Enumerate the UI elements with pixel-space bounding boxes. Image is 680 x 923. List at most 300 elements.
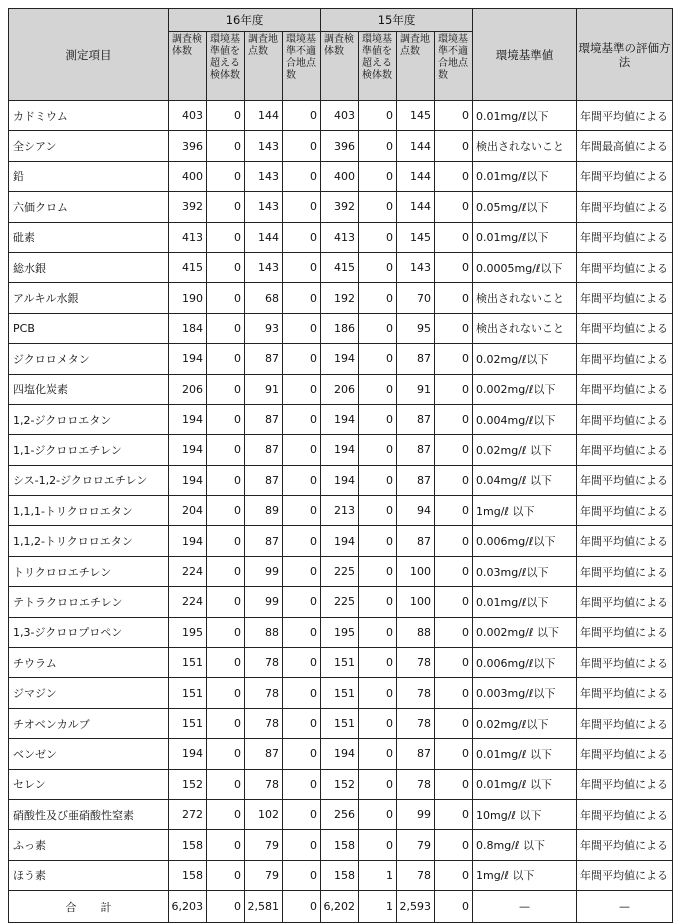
row-item-name: 四塩化炭素 xyxy=(9,374,169,404)
row-15-exceed: 0 xyxy=(359,374,397,404)
row-16-points: 91 xyxy=(245,374,283,404)
row-16-points: 79 xyxy=(245,860,283,890)
total-16-exceed: 0 xyxy=(207,891,245,923)
row-16-points: 102 xyxy=(245,799,283,829)
row-evaluation: 年間平均値による xyxy=(577,252,673,282)
row-evaluation: 年間最高値による xyxy=(577,131,673,161)
row-16-samples: 151 xyxy=(169,708,207,738)
row-15-samples: 192 xyxy=(321,283,359,313)
row-15-noncompliant: 0 xyxy=(435,708,473,738)
row-15-noncompliant: 0 xyxy=(435,769,473,799)
row-standard: 0.02mg/ℓ以下 xyxy=(473,708,577,738)
row-standard: 0.006mg/ℓ以下 xyxy=(473,648,577,678)
row-15-points: 144 xyxy=(397,131,435,161)
row-item-name: ベンゼン xyxy=(9,739,169,769)
row-16-points: 87 xyxy=(245,435,283,465)
row-standard: 0.02mg/ℓ以下 xyxy=(473,344,577,374)
row-evaluation: 年間平均値による xyxy=(577,344,673,374)
table-row xyxy=(9,465,673,495)
row-16-noncompliant: 0 xyxy=(283,131,321,161)
row-item-name: テトラクロロエチレン xyxy=(9,587,169,617)
row-16-points: 78 xyxy=(245,769,283,799)
header-standard: 環境基準値 xyxy=(473,9,577,101)
table-row xyxy=(9,131,673,161)
row-16-samples: 194 xyxy=(169,526,207,556)
row-16-points: 143 xyxy=(245,161,283,191)
row-item-name: チウラム xyxy=(9,648,169,678)
row-standard: 検出されないこと xyxy=(473,131,577,161)
row-16-points: 89 xyxy=(245,496,283,526)
row-standard: 検出されないこと xyxy=(473,313,577,343)
row-15-points: 100 xyxy=(397,587,435,617)
row-15-exceed: 0 xyxy=(359,161,397,191)
row-evaluation: 年間平均値による xyxy=(577,708,673,738)
row-16-points: 143 xyxy=(245,192,283,222)
row-16-samples: 190 xyxy=(169,283,207,313)
row-15-exceed: 0 xyxy=(359,313,397,343)
row-16-samples: 204 xyxy=(169,496,207,526)
row-standard: 0.01mg/ℓ以下 xyxy=(473,222,577,252)
row-15-points: 145 xyxy=(397,222,435,252)
row-15-points: 87 xyxy=(397,465,435,495)
header-16-samples: 調査検体数 xyxy=(169,32,207,101)
row-16-samples: 151 xyxy=(169,648,207,678)
row-item-name: 砒素 xyxy=(9,222,169,252)
row-16-samples: 400 xyxy=(169,161,207,191)
row-16-points: 87 xyxy=(245,526,283,556)
row-15-samples: 194 xyxy=(321,465,359,495)
row-15-exceed: 0 xyxy=(359,404,397,434)
row-15-samples: 206 xyxy=(321,374,359,404)
row-16-noncompliant: 0 xyxy=(283,830,321,860)
row-15-samples: 158 xyxy=(321,830,359,860)
row-15-noncompliant: 0 xyxy=(435,830,473,860)
water-quality-table xyxy=(8,8,673,923)
row-item-name: 1,1,1-トリクロロエタン xyxy=(9,496,169,526)
row-16-samples: 206 xyxy=(169,374,207,404)
row-15-samples: 194 xyxy=(321,435,359,465)
row-16-exceed: 0 xyxy=(207,556,245,586)
row-standard: 0.05mg/ℓ以下 xyxy=(473,192,577,222)
row-16-samples: 392 xyxy=(169,192,207,222)
row-evaluation: 年間平均値による xyxy=(577,222,673,252)
row-standard: 0.04mg/ℓ 以下 xyxy=(473,465,577,495)
row-16-noncompliant: 0 xyxy=(283,496,321,526)
table-row xyxy=(9,496,673,526)
row-evaluation: 年間平均値による xyxy=(577,769,673,799)
row-evaluation: 年間平均値による xyxy=(577,465,673,495)
row-15-samples: 392 xyxy=(321,192,359,222)
table-row xyxy=(9,860,673,890)
row-16-points: 87 xyxy=(245,344,283,374)
row-standard: 1mg/ℓ 以下 xyxy=(473,496,577,526)
row-15-noncompliant: 0 xyxy=(435,678,473,708)
table-row xyxy=(9,252,673,282)
row-16-noncompliant: 0 xyxy=(283,161,321,191)
row-15-points: 70 xyxy=(397,283,435,313)
row-evaluation: 年間平均値による xyxy=(577,313,673,343)
row-16-exceed: 0 xyxy=(207,708,245,738)
table-row xyxy=(9,648,673,678)
row-15-points: 87 xyxy=(397,526,435,556)
row-16-noncompliant: 0 xyxy=(283,404,321,434)
row-standard: 0.006mg/ℓ以下 xyxy=(473,526,577,556)
table-container xyxy=(8,8,673,923)
table-row xyxy=(9,678,673,708)
row-item-name: ふっ素 xyxy=(9,830,169,860)
row-16-exceed: 0 xyxy=(207,769,245,799)
row-evaluation: 年間平均値による xyxy=(577,283,673,313)
row-16-samples: 194 xyxy=(169,404,207,434)
row-15-samples: 151 xyxy=(321,678,359,708)
table-body xyxy=(9,101,673,891)
table-row xyxy=(9,830,673,860)
row-15-samples: 225 xyxy=(321,587,359,617)
row-15-noncompliant: 0 xyxy=(435,587,473,617)
row-16-samples: 194 xyxy=(169,739,207,769)
total-row xyxy=(9,891,673,923)
row-evaluation: 年間平均値による xyxy=(577,860,673,890)
row-16-noncompliant: 0 xyxy=(283,678,321,708)
table-row xyxy=(9,708,673,738)
row-15-noncompliant: 0 xyxy=(435,496,473,526)
row-15-points: 87 xyxy=(397,404,435,434)
row-15-samples: 400 xyxy=(321,161,359,191)
row-16-exceed: 0 xyxy=(207,739,245,769)
row-15-exceed: 0 xyxy=(359,101,397,131)
row-15-samples: 403 xyxy=(321,101,359,131)
row-evaluation: 年間平均値による xyxy=(577,526,673,556)
row-16-samples: 403 xyxy=(169,101,207,131)
row-15-exceed: 0 xyxy=(359,344,397,374)
row-15-samples: 225 xyxy=(321,556,359,586)
row-16-exceed: 0 xyxy=(207,678,245,708)
row-16-samples: 194 xyxy=(169,465,207,495)
row-15-samples: 396 xyxy=(321,131,359,161)
row-15-noncompliant: 0 xyxy=(435,799,473,829)
row-16-noncompliant: 0 xyxy=(283,708,321,738)
row-16-exceed: 0 xyxy=(207,799,245,829)
row-15-noncompliant: 0 xyxy=(435,283,473,313)
row-15-samples: 151 xyxy=(321,648,359,678)
row-15-samples: 415 xyxy=(321,252,359,282)
row-16-noncompliant: 0 xyxy=(283,587,321,617)
row-16-samples: 415 xyxy=(169,252,207,282)
row-15-exceed: 0 xyxy=(359,222,397,252)
row-item-name: ジクロロメタン xyxy=(9,344,169,374)
table-row xyxy=(9,283,673,313)
row-15-samples: 213 xyxy=(321,496,359,526)
row-16-exceed: 0 xyxy=(207,526,245,556)
row-15-noncompliant: 0 xyxy=(435,101,473,131)
row-15-exceed: 0 xyxy=(359,708,397,738)
row-16-samples: 152 xyxy=(169,769,207,799)
row-15-exceed: 0 xyxy=(359,192,397,222)
header-15-points: 調査地点数 xyxy=(397,32,435,101)
row-evaluation: 年間平均値による xyxy=(577,830,673,860)
total-15-samples: 6,202 xyxy=(321,891,359,923)
row-15-points: 78 xyxy=(397,769,435,799)
row-16-exceed: 0 xyxy=(207,131,245,161)
row-item-name: カドミウム xyxy=(9,101,169,131)
row-15-noncompliant: 0 xyxy=(435,313,473,343)
row-16-noncompliant: 0 xyxy=(283,769,321,799)
row-15-exceed: 0 xyxy=(359,739,397,769)
row-15-noncompliant: 0 xyxy=(435,374,473,404)
row-item-name: 硝酸性及び亜硝酸性窒素 xyxy=(9,799,169,829)
row-15-noncompliant: 0 xyxy=(435,465,473,495)
row-15-samples: 152 xyxy=(321,769,359,799)
row-15-points: 143 xyxy=(397,252,435,282)
total-15-noncompliant: 0 xyxy=(435,891,473,923)
row-15-points: 78 xyxy=(397,678,435,708)
row-15-points: 144 xyxy=(397,161,435,191)
row-15-points: 94 xyxy=(397,496,435,526)
row-15-points: 78 xyxy=(397,860,435,890)
row-15-samples: 194 xyxy=(321,404,359,434)
row-16-samples: 224 xyxy=(169,556,207,586)
row-evaluation: 年間平均値による xyxy=(577,739,673,769)
row-16-noncompliant: 0 xyxy=(283,435,321,465)
table-row xyxy=(9,556,673,586)
row-15-points: 144 xyxy=(397,192,435,222)
header-year16: 16年度 xyxy=(169,9,321,32)
row-evaluation: 年間平均値による xyxy=(577,678,673,708)
row-16-points: 144 xyxy=(245,101,283,131)
row-16-noncompliant: 0 xyxy=(283,860,321,890)
row-item-name: PCB xyxy=(9,313,169,343)
row-15-noncompliant: 0 xyxy=(435,222,473,252)
row-item-name: シス-1,2-ジクロロエチレン xyxy=(9,465,169,495)
row-standard: 1mg/ℓ 以下 xyxy=(473,860,577,890)
row-15-noncompliant: 0 xyxy=(435,648,473,678)
table-row xyxy=(9,374,673,404)
row-15-exceed: 0 xyxy=(359,678,397,708)
row-item-name: 総水銀 xyxy=(9,252,169,282)
row-evaluation: 年間平均値による xyxy=(577,496,673,526)
row-16-exceed: 0 xyxy=(207,192,245,222)
header-year15: 15年度 xyxy=(321,9,473,32)
row-16-points: 68 xyxy=(245,283,283,313)
row-item-name: 1,1-ジクロロエチレン xyxy=(9,435,169,465)
total-16-samples: 6,203 xyxy=(169,891,207,923)
table-row xyxy=(9,161,673,191)
row-standard: 0.8mg/ℓ 以下 xyxy=(473,830,577,860)
row-16-exceed: 0 xyxy=(207,161,245,191)
row-15-noncompliant: 0 xyxy=(435,739,473,769)
row-16-points: 78 xyxy=(245,708,283,738)
row-16-exceed: 0 xyxy=(207,313,245,343)
row-16-samples: 151 xyxy=(169,678,207,708)
total-15-exceed: 1 xyxy=(359,891,397,923)
row-15-noncompliant: 0 xyxy=(435,252,473,282)
table-row xyxy=(9,313,673,343)
row-16-exceed: 0 xyxy=(207,496,245,526)
row-16-exceed: 0 xyxy=(207,860,245,890)
row-evaluation: 年間平均値による xyxy=(577,101,673,131)
row-item-name: 六価クロム xyxy=(9,192,169,222)
header-16-points: 調査地点数 xyxy=(245,32,283,101)
row-15-exceed: 0 xyxy=(359,648,397,678)
row-15-noncompliant: 0 xyxy=(435,404,473,434)
table-row xyxy=(9,344,673,374)
row-standard: 0.01mg/ℓ 以下 xyxy=(473,739,577,769)
row-15-exceed: 0 xyxy=(359,283,397,313)
row-16-points: 99 xyxy=(245,587,283,617)
row-standard: 0.01mg/ℓ以下 xyxy=(473,161,577,191)
row-standard: 0.01mg/ℓ 以下 xyxy=(473,769,577,799)
row-evaluation: 年間平均値による xyxy=(577,556,673,586)
row-15-samples: 158 xyxy=(321,860,359,890)
row-15-noncompliant: 0 xyxy=(435,556,473,586)
row-standard: 0.03mg/ℓ以下 xyxy=(473,556,577,586)
row-16-points: 93 xyxy=(245,313,283,343)
row-standard: 0.02mg/ℓ 以下 xyxy=(473,435,577,465)
row-15-points: 78 xyxy=(397,648,435,678)
row-15-samples: 194 xyxy=(321,739,359,769)
row-standard: 0.0005mg/ℓ以下 xyxy=(473,252,577,282)
table-row xyxy=(9,587,673,617)
row-item-name: 1,3-ジクロロプロペン xyxy=(9,617,169,647)
total-16-noncompliant: 0 xyxy=(283,891,321,923)
row-15-exceed: 0 xyxy=(359,131,397,161)
row-16-noncompliant: 0 xyxy=(283,556,321,586)
row-15-exceed: 0 xyxy=(359,465,397,495)
table-row xyxy=(9,739,673,769)
table-row xyxy=(9,769,673,799)
row-16-noncompliant: 0 xyxy=(283,252,321,282)
header-15-samples: 調査検体数 xyxy=(321,32,359,101)
row-16-samples: 396 xyxy=(169,131,207,161)
row-15-samples: 195 xyxy=(321,617,359,647)
row-15-points: 87 xyxy=(397,435,435,465)
table-row xyxy=(9,526,673,556)
row-16-samples: 413 xyxy=(169,222,207,252)
header-evaluation: 環境基準の評価方法 xyxy=(577,9,673,101)
row-item-name: セレン xyxy=(9,769,169,799)
header-item: 測定項目 xyxy=(9,9,169,101)
table-row xyxy=(9,617,673,647)
row-standard: 0.003mg/ℓ以下 xyxy=(473,678,577,708)
total-label: 合計 xyxy=(9,891,169,923)
row-16-points: 78 xyxy=(245,648,283,678)
row-16-points: 144 xyxy=(245,222,283,252)
total-standard: — xyxy=(473,891,577,923)
row-15-noncompliant: 0 xyxy=(435,344,473,374)
row-16-exceed: 0 xyxy=(207,465,245,495)
row-16-noncompliant: 0 xyxy=(283,465,321,495)
row-16-points: 78 xyxy=(245,678,283,708)
row-standard: 0.01mg/ℓ以下 xyxy=(473,101,577,131)
row-15-noncompliant: 0 xyxy=(435,617,473,647)
row-16-noncompliant: 0 xyxy=(283,526,321,556)
row-16-points: 143 xyxy=(245,252,283,282)
row-item-name: アルキル水銀 xyxy=(9,283,169,313)
header-16-noncompliant: 環境基準不適合地点数 xyxy=(283,32,321,101)
header-15-exceed: 環境基準値を超える検体数 xyxy=(359,32,397,101)
row-15-exceed: 0 xyxy=(359,587,397,617)
row-15-exceed: 1 xyxy=(359,860,397,890)
row-16-exceed: 0 xyxy=(207,404,245,434)
total-15-points: 2,593 xyxy=(397,891,435,923)
row-item-name: トリクロロエチレン xyxy=(9,556,169,586)
row-15-points: 78 xyxy=(397,708,435,738)
row-16-samples: 158 xyxy=(169,830,207,860)
table-row xyxy=(9,101,673,131)
row-evaluation: 年間平均値による xyxy=(577,374,673,404)
row-15-points: 99 xyxy=(397,799,435,829)
row-15-samples: 186 xyxy=(321,313,359,343)
row-item-name: ほう素 xyxy=(9,860,169,890)
row-16-noncompliant: 0 xyxy=(283,799,321,829)
row-16-noncompliant: 0 xyxy=(283,374,321,404)
row-16-exceed: 0 xyxy=(207,101,245,131)
row-15-points: 79 xyxy=(397,830,435,860)
row-15-points: 145 xyxy=(397,101,435,131)
row-16-exceed: 0 xyxy=(207,587,245,617)
row-15-exceed: 0 xyxy=(359,799,397,829)
row-standard: 0.002mg/ℓ以下 xyxy=(473,374,577,404)
row-standard: 0.01mg/ℓ以下 xyxy=(473,587,577,617)
row-16-samples: 272 xyxy=(169,799,207,829)
row-evaluation: 年間平均値による xyxy=(577,192,673,222)
row-16-samples: 194 xyxy=(169,435,207,465)
row-16-points: 79 xyxy=(245,830,283,860)
row-15-noncompliant: 0 xyxy=(435,860,473,890)
row-16-noncompliant: 0 xyxy=(283,648,321,678)
row-15-exceed: 0 xyxy=(359,830,397,860)
row-15-samples: 256 xyxy=(321,799,359,829)
total-evaluation: — xyxy=(577,891,673,923)
row-16-points: 143 xyxy=(245,131,283,161)
row-15-noncompliant: 0 xyxy=(435,161,473,191)
header-16-exceed: 環境基準値を超える検体数 xyxy=(207,32,245,101)
row-16-noncompliant: 0 xyxy=(283,222,321,252)
row-16-samples: 224 xyxy=(169,587,207,617)
row-evaluation: 年間平均値による xyxy=(577,404,673,434)
row-15-samples: 151 xyxy=(321,708,359,738)
row-item-name: ジマジン xyxy=(9,678,169,708)
row-evaluation: 年間平均値による xyxy=(577,799,673,829)
row-evaluation: 年間平均値による xyxy=(577,648,673,678)
table-row xyxy=(9,222,673,252)
row-evaluation: 年間平均値による xyxy=(577,587,673,617)
row-16-noncompliant: 0 xyxy=(283,192,321,222)
row-16-samples: 158 xyxy=(169,860,207,890)
row-16-exceed: 0 xyxy=(207,344,245,374)
row-15-noncompliant: 0 xyxy=(435,435,473,465)
row-item-name: チオベンカルブ xyxy=(9,708,169,738)
row-15-noncompliant: 0 xyxy=(435,526,473,556)
row-16-samples: 195 xyxy=(169,617,207,647)
row-16-exceed: 0 xyxy=(207,374,245,404)
row-16-exceed: 0 xyxy=(207,222,245,252)
row-15-exceed: 0 xyxy=(359,617,397,647)
row-15-exceed: 0 xyxy=(359,556,397,586)
row-15-exceed: 0 xyxy=(359,435,397,465)
row-15-points: 88 xyxy=(397,617,435,647)
row-evaluation: 年間平均値による xyxy=(577,435,673,465)
row-15-exceed: 0 xyxy=(359,526,397,556)
row-15-points: 87 xyxy=(397,344,435,374)
row-16-exceed: 0 xyxy=(207,830,245,860)
row-15-exceed: 0 xyxy=(359,496,397,526)
row-item-name: 全シアン xyxy=(9,131,169,161)
row-standard: 検出されないこと xyxy=(473,283,577,313)
row-15-points: 91 xyxy=(397,374,435,404)
row-15-exceed: 0 xyxy=(359,769,397,799)
row-15-points: 95 xyxy=(397,313,435,343)
